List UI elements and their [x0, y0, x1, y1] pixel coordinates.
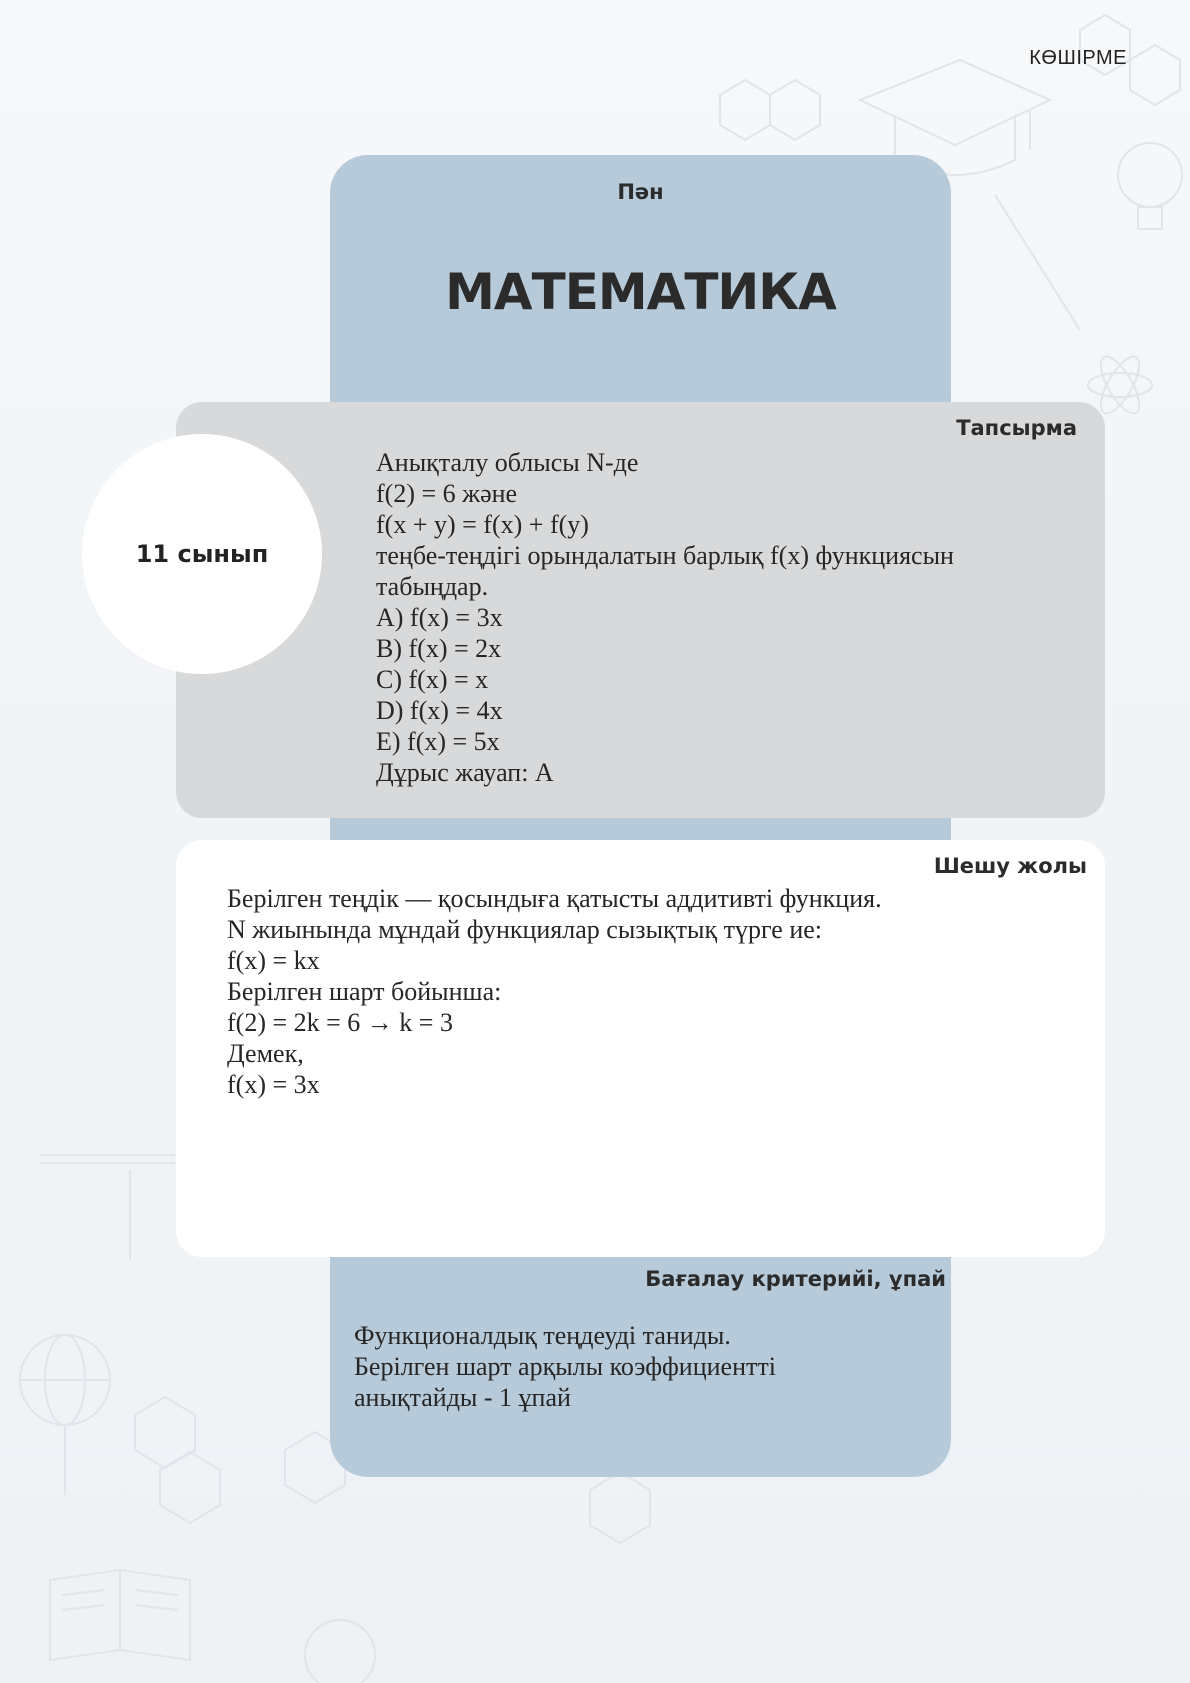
task-heading: Тапсырма	[956, 416, 1077, 440]
solution-line: f(2) = 2k = 6 → k = 3	[227, 1008, 453, 1037]
solution-card	[176, 840, 1105, 1257]
lightbulb-icon	[1118, 143, 1182, 229]
solution-line: Берілген теңдік — қосындыға қатысты аддитивті функция.	[227, 884, 882, 913]
correct-answer: Дұрыс жауап: A	[376, 758, 554, 787]
solution-line: N жиынында мұндай функциялар сызықтық түрге ие:	[227, 915, 823, 944]
globe-icon	[20, 1335, 110, 1495]
task-text	[376, 447, 1076, 788]
criteria-line: Функционалдық теңдеуді таниды.	[354, 1321, 731, 1350]
criteria-line: Берілген шарт арқылы коэффициентті	[354, 1352, 776, 1381]
atom-icon	[1088, 351, 1152, 418]
task-line: Анықталу облысы N-де	[376, 448, 639, 477]
hexagon-shape	[1130, 45, 1180, 105]
solution-text	[227, 883, 1087, 1100]
task-card	[176, 402, 1105, 818]
answer-option-c: C) f(x) = x	[376, 665, 489, 694]
solution-line: f(x) = 3x	[227, 1070, 320, 1099]
task-line: теңбе-теңдігі орындалатын барлық f(x) функциясын	[376, 541, 954, 570]
book-icon	[50, 1570, 190, 1660]
solution-line: Демек,	[227, 1039, 304, 1068]
solution-line: f(x) = kx	[227, 946, 320, 975]
task-line: f(x + y) = f(x) + f(y)	[376, 510, 589, 539]
solution-heading: Шешу жолы	[933, 854, 1087, 878]
hexagon-shape	[770, 80, 820, 140]
hexagon-shape	[720, 80, 770, 140]
task-line: f(2) = 6 және	[376, 479, 518, 508]
answer-option-e: E) f(x) = 5x	[376, 727, 500, 756]
copy-stamp-label: КӨШІРМЕ	[1029, 47, 1127, 69]
hexagon-shape	[590, 1472, 650, 1543]
answer-option-a: A) f(x) = 3x	[376, 603, 503, 632]
answer-option-b: B) f(x) = 2x	[376, 634, 502, 663]
grade-label: 11 сынып	[135, 540, 269, 568]
answer-option-d: D) f(x) = 4x	[376, 696, 503, 725]
grade-badge	[82, 434, 322, 674]
task-line: табыңдар.	[376, 572, 489, 601]
subject-caption: Пән	[617, 180, 664, 204]
hexagon-shape	[135, 1397, 195, 1468]
criteria-heading: Бағалау критерийі, ұпай	[645, 1267, 946, 1291]
hexagon-shape	[160, 1452, 220, 1523]
criteria-line: анықтайды - 1 ұпай	[354, 1383, 571, 1412]
solution-line: Берілген шарт бойынша:	[227, 977, 502, 1006]
subject-title: МАТЕМАТИКА	[445, 263, 836, 321]
criteria-text	[354, 1320, 934, 1413]
